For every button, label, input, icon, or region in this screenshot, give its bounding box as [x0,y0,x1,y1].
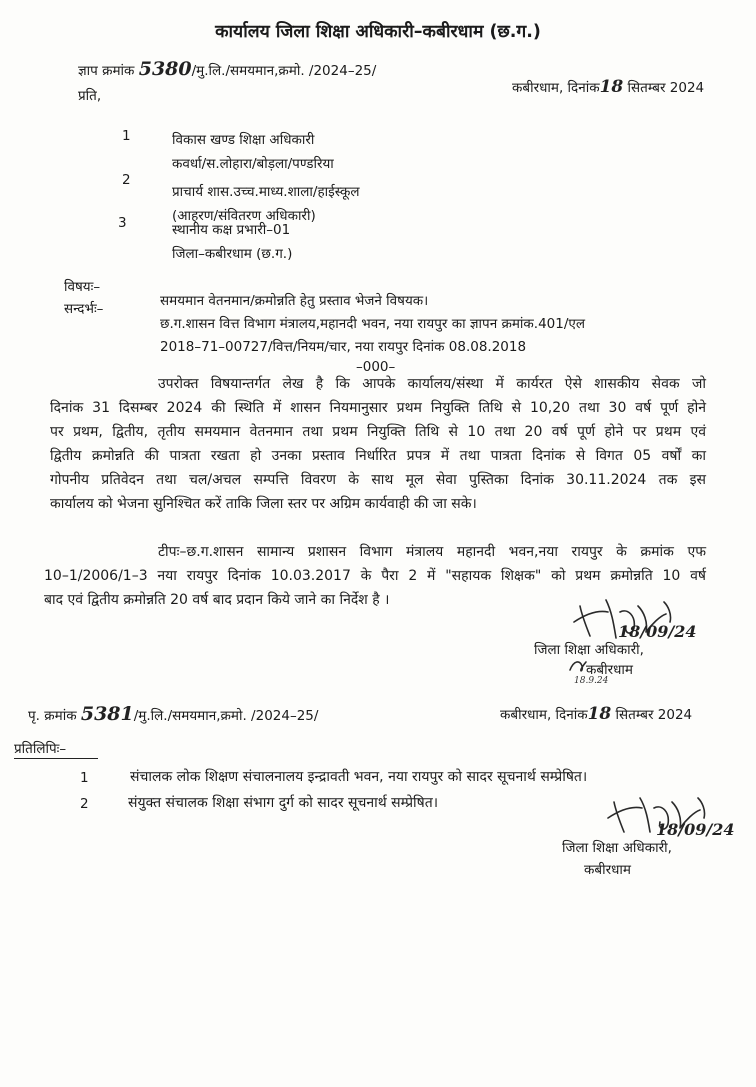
endorsement-reference [28,703,318,725]
copy-to-underline [14,758,98,759]
body-line-1: उपरोक्त विषयान्तर्गत लेख है कि आपके कार्यालय/संस्था में कार्यरत ऐसे शासकीय सेवक जो [158,376,706,392]
endorsement-ref-prefix: पृ. क्रमांक [28,708,77,724]
recipient-2-line1: प्राचार्य शास.उच्च.माध्य.शाला/हाईस्कूल [172,184,360,200]
separator: –000– [356,359,396,375]
recipient-2-line2: (आहरण/संवितरण अधिकारी) [172,208,316,224]
subject-label: विषयः– [64,279,101,295]
endorsement-ref-suffix: /मु.लि./समयमान,क्रमो. /2024–25/ [133,708,319,724]
recipient-3 [172,218,292,266]
copy-2-text: संयुक्त संचालक शिक्षा संभाग दुर्ग को सादर सूचनार्थ सम्प्रेषित। [128,795,439,811]
signature-1-place: कबीरधाम [586,662,633,678]
body-line-3: पर प्रथम, द्वितीय, तृतीय समयमान वेतनमान तथा प्रथम नियुक्ति तिथि से 10 तथा 20 वर्ष पूर्ण होने पर प्रथम एवं [50,424,706,440]
memo-ref-suffix: /मु.लि./समयमान,क्रमो. /2024–25/ [191,63,377,79]
memo-place-date [512,77,704,97]
recipient-3-line1: स्थानीय कक्ष प्रभारी–01 [172,222,291,238]
body-line-6: कार्यालय को भेजना सुनिश्चित करें ताकि जिला स्तर पर अग्रिम कार्यवाही की जा सके। [50,496,477,512]
recipient-1-line1: विकास खण्ड शिक्षा अधिकारी [172,132,315,148]
recipient-3-number: 3 [118,215,127,231]
signature-1-initial [566,656,590,676]
endorsement-date-day-handwritten: 18 [587,704,612,724]
copy-2-number: 2 [80,796,89,812]
signature-2-handwritten-date: 18/09/24 [656,820,735,839]
endorsement-date-prefix: कबीरधाम, दिनांक [500,707,588,723]
signature-1-handwritten-date: 18/09/24 [618,622,697,641]
copy-to-label: प्रतिलिपिः– [14,741,67,757]
memo-date-suffix: सितम्बर 2024 [627,80,705,96]
recipient-2-number: 2 [122,172,131,188]
memo-date-prefix: कबीरधाम, दिनांक [512,80,600,96]
endorsement-place-date [500,704,692,724]
body-line-2: दिनांक 31 दिसम्बर 2024 की स्थिति में शासन नियमानुसार प्रथम नियुक्ति तिथि से 10,20 तथा 30 वर्ष पूर्ण होने [50,400,706,416]
signature-1-small-date: 18.9.24 [574,676,609,686]
recipient-3-line2: जिला–कबीरधाम (छ.ग.) [172,246,293,262]
note-line-3: बाद एवं द्वितीय क्रमोन्नति 20 वर्ष बाद प्रदान किये जाने का निर्देश है । [44,592,390,608]
recipient-1 [172,128,334,176]
reference-line1: छ.ग.शासन वित्त विभाग मंत्रालय,महानदी भवन, नया रायपुर का ज्ञापन क्रमांक.401/एल [160,316,586,332]
memo-ref-prefix: ज्ञाप क्रमांक [78,63,135,79]
signature-1-designation: जिला शिक्षा अधिकारी, [534,642,644,658]
prati-label: प्रति, [78,88,102,104]
endorsement-date-suffix: सितम्बर 2024 [615,707,693,723]
memo-number-handwritten: 5380 [138,58,192,80]
signature-2-place: कबीरधाम [584,862,631,878]
body-paragraph [50,372,706,522]
endorsement-number-handwritten: 5381 [80,703,134,725]
copy-1-number: 1 [80,770,89,786]
reference-label: सन्दर्भः– [64,301,104,317]
signature-2-designation: जिला शिक्षा अधिकारी, [562,840,672,856]
note-line-2: 10–1/2006/1–3 नया रायपुर दिनांक 10.03.2017 के पैरा 2 में "सहायक शिक्षक" को प्रथम क्रमोन्नति 10 वर्ष [44,568,706,584]
office-title: कार्यालय जिला शिक्षा अधिकारी–कबीरधाम (छ.ग.) [215,22,541,42]
body-line-4: द्वितीय क्रमोन्नति की पात्रता रखता हो उनका प्रस्ताव निर्धारित प्रपत्र में तथा पात्रता दिनांक से विगत 05 वर्षों का [50,448,706,464]
note-line-1: टीपः–छ.ग.शासन सामान्य प्रशासन विभाग मंत्रालय महानदी भवन,नया रायपुर के क्रमांक एफ [158,544,706,560]
copy-1-text: संचालक लोक शिक्षण संचालनालय इन्द्रावती भवन, नया रायपुर को सादर सूचनार्थ सम्प्रेषित। [130,769,588,785]
memo-date-day-handwritten: 18 [599,77,624,97]
recipient-1-line2: कवर्धा/स.लोहारा/बोड़ला/पण्डरिया [172,156,334,172]
recipient-1-number: 1 [122,128,131,144]
memo-reference [78,58,376,80]
reference-line2: 2018–71–00727/वित्त/नियम/चार, नया रायपुर दिनांक 08.08.2018 [160,339,527,355]
subject-text: समयमान वेतनमान/क्रमोन्नति हेतु प्रस्ताव भेजने विषयक। [160,293,429,309]
body-line-5: गोपनीय प्रतिवेदन तथा चल/अचल सम्पत्ति विवरण के साथ मूल सेवा पुस्तिका दिनांक 30.11.2024 तक इस [50,472,706,488]
